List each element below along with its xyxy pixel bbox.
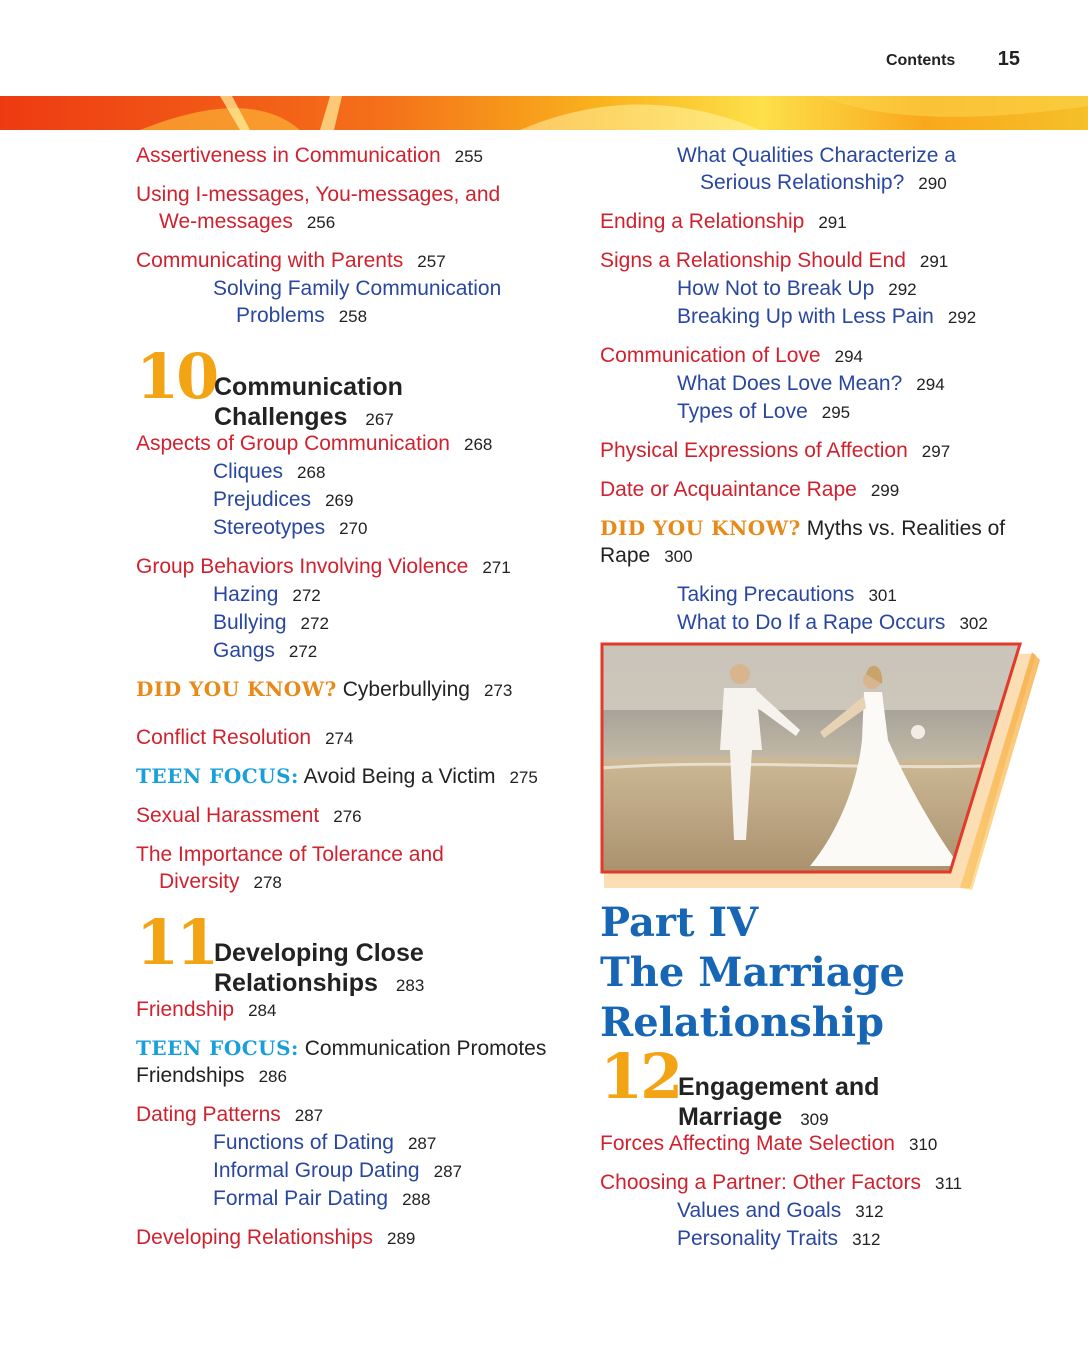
toc-page: 258 [338,307,368,326]
did-you-know-tag: DID YOU KNOW? [136,677,337,701]
toc-subentry[interactable]: Hazing 272 [213,583,321,606]
toc-entry[interactable]: Using I-messages, You-messages, and We-messages 256 [136,183,501,233]
part-title[interactable]: Part IV The Marriage Relationship [600,899,906,1046]
toc-subentry[interactable]: Types of Love 295 [677,400,851,423]
wedding-beach-photo [600,640,1040,890]
toc-feature-entry[interactable]: TEEN FOCUS: Avoid Being a Victim 275 [136,764,538,788]
toc-subentry[interactable]: Gangs 272 [213,639,318,662]
chapter-number: 11 [136,906,217,979]
toc-entry[interactable]: Friendship 284 [136,998,277,1021]
toc-subentry[interactable]: Stereotypes 270 [213,516,368,539]
toc-subentry[interactable]: Functions of Dating 287 [213,1131,437,1154]
page-number: 15 [997,48,1020,70]
chapter-title: Developing Close Relationships 283 [214,939,425,997]
toc-subentry[interactable]: Taking Precautions 301 [677,583,897,606]
toc-subentry[interactable]: What Does Love Mean? 294 [677,372,945,395]
toc-subentry[interactable]: Personality Traits 312 [677,1227,881,1250]
toc-entry[interactable]: Signs a Relationship Should End 291 [600,249,949,272]
toc-subentry[interactable]: Informal Group Dating 287 [213,1159,462,1182]
toc-subentry[interactable]: Bullying 272 [213,611,329,634]
toc-entry[interactable]: Group Behaviors Involving Violence 271 [136,555,511,578]
decorative-flame-banner [0,96,1088,130]
chapter-title: Communication Challenges 267 [214,373,403,431]
toc-entry[interactable]: Assertiveness in Communication 255 [136,144,483,167]
toc-entry[interactable]: Ending a Relationship 291 [600,210,847,233]
running-header [886,48,1020,71]
chapter-number: 12 [600,1040,681,1113]
toc-entry[interactable]: Developing Relationships 289 [136,1226,416,1249]
toc-subentry[interactable]: Cliques 268 [213,460,326,483]
toc-entry[interactable]: Forces Affecting Mate Selection 310 [600,1132,938,1155]
toc-entry[interactable]: Choosing a Partner: Other Factors 311 [600,1171,963,1194]
toc-subentry[interactable]: What to Do If a Rape Occurs 302 [677,611,988,634]
running-header-section: Contents [885,52,956,69]
chapter-heading[interactable] [136,906,576,1002]
toc-entry[interactable]: Sexual Harassment 276 [136,804,362,827]
toc-subentry[interactable]: Values and Goals 312 [677,1199,884,1222]
toc-page: 255 [454,147,483,166]
contents-left-column [136,142,576,1252]
toc-entry[interactable]: Communication of Love 294 [600,344,863,367]
toc-feature-entry[interactable]: TEEN FOCUS: Communication Promotes Friendships 286 [136,1036,547,1087]
toc-page: 257 [417,252,446,271]
toc-entry[interactable]: Date or Acquaintance Rape 299 [600,478,900,501]
toc-feature-entry[interactable]: DID YOU KNOW? Myths vs. Realities of Rape 300 [600,516,1006,567]
toc-entry[interactable]: The Importance of Tolerance and Diversity 278 [136,843,444,893]
toc-subentry[interactable]: How Not to Break Up 292 [677,277,917,300]
chapter-title: Engagement and Marriage 309 [678,1073,880,1131]
toc-entry[interactable]: Communicating with Parents 257 [136,249,446,272]
toc-subentry[interactable]: Solving Family Communication Problems 258 [213,277,502,327]
teen-focus-tag: TEEN FOCUS: [136,764,299,788]
teen-focus-tag: TEEN FOCUS: [136,1036,299,1060]
contents-right-column [600,142,1040,637]
toc-subentry[interactable]: Formal Pair Dating 288 [213,1187,431,1210]
toc-subentry[interactable]: What Qualities Characterize a Serious Relationship? 290 [677,144,956,194]
toc-entry[interactable]: Physical Expressions of Affection 297 [600,439,951,462]
chapter-number: 10 [136,340,217,413]
chapter-heading[interactable] [600,1040,1040,1136]
toc-entry[interactable]: Conflict Resolution 274 [136,726,354,749]
toc-entry[interactable]: Dating Patterns 287 [136,1103,324,1126]
did-you-know-tag: DID YOU KNOW? [600,516,801,540]
toc-feature-entry[interactable]: DID YOU KNOW? Cyberbullying 273 [136,677,513,701]
toc-subentry[interactable]: Breaking Up with Less Pain 292 [677,305,977,328]
toc-subentry[interactable]: Prejudices 269 [213,488,354,511]
contents-right-column-lower [600,1040,1040,1253]
toc-entry[interactable]: Aspects of Group Communication 268 [136,432,493,455]
toc-page: 256 [306,213,336,232]
chapter-heading[interactable] [136,340,576,436]
